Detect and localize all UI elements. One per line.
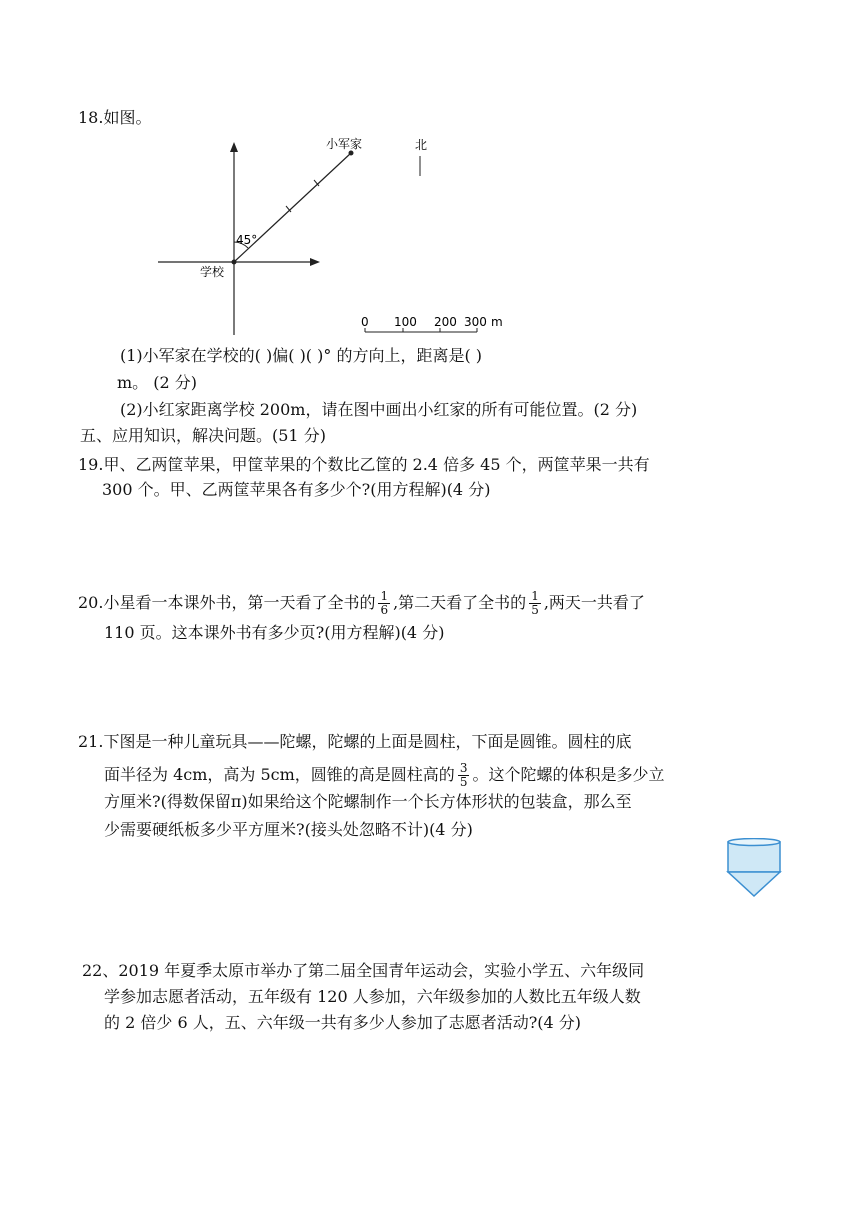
scale-unit: m [491,315,503,329]
scale-tick-100: 100 [394,315,417,329]
q20-line1 [78,590,645,617]
q21-line2 [104,762,664,789]
q19-line1: 19.甲、乙两筐苹果，甲筐苹果的个数比乙筐的 2.4 倍多 45 个，两筐苹果一共有 [78,455,650,474]
q22-line3: 的 2 倍少 6 人，五、六年级一共有多少人参加了志愿者活动?(4 分) [104,1013,582,1032]
q20-fraction-1: $\frac{1}{6}$ [380,589,389,617]
scale-tick-200: 200 [434,315,457,329]
q22-line2: 学参加志愿者活动，五年级有 120 人参加，六年级参加的人数比五年级人数 [104,987,641,1006]
scale-tick-300: 300 [464,315,487,329]
q20-line2: 110 页。这本课外书有多少页?(用方程解)(4 分) [104,623,445,642]
school-label: 学校 [200,265,225,279]
home-label: 小军家 [326,137,363,151]
q21-fraction: $\frac{3}{5}$ [459,761,468,789]
q22-line1: 22、2019 年夏季太原市举办了第二届全国青年运动会，实验小学五、六年级同 [82,961,645,980]
q21-text-a: 面半径为 4cm，高为 5cm，圆锥的高是圆柱高的 [104,765,455,784]
scale-tick-0: 0 [361,315,369,329]
vertical-arrow [230,142,238,152]
section5-heading: 五、应用知识，解决问题。(51 分) [80,426,326,445]
home-point [349,151,354,156]
q21-text-b: 。这个陀螺的体积是多少立 [472,765,665,784]
q18-title: 18.如图。 [78,108,152,127]
q18-part1-line2: m。 (2 分) [117,373,198,392]
q20-text-c: ,两天一共看了 [543,593,645,612]
q21-line3: 方厘米?(得数保留π)如果给这个陀螺制作一个长方体形状的包装盒，那么至 [104,792,632,811]
q18-part1-line1: (1)小军家在学校的( )偏( )( )° 的方向上，距离是( ) [120,346,483,365]
q19-line2: 300 个。甲、乙两筐苹果各有多少个?(用方程解)(4 分) [102,480,491,499]
horizontal-arrow [310,258,320,266]
q21-line1: 21.下图是一种儿童玩具——陀螺，陀螺的上面是圆柱，下面是圆锥。圆柱的底 [78,732,632,751]
q20-text-b: ,第二天看了全书的 [393,593,527,612]
q20-fraction-2: $\frac{1}{5}$ [531,589,539,617]
q21-line4: 少需要硬纸板多少平方厘米?(接头处忽略不计)(4 分) [104,820,473,839]
q20-text-a: 20.小星看一本课外书，第一天看了全书的 [78,593,376,612]
direction-diagram [150,130,530,340]
angle-label: 45° [236,233,258,247]
spinning-top-icon [726,838,784,900]
north-label: 北 [415,138,428,152]
school-point [232,260,237,265]
q18-part2: (2)小红家距离学校 200m，请在图中画出小红家的所有可能位置。(2 分) [120,400,638,419]
